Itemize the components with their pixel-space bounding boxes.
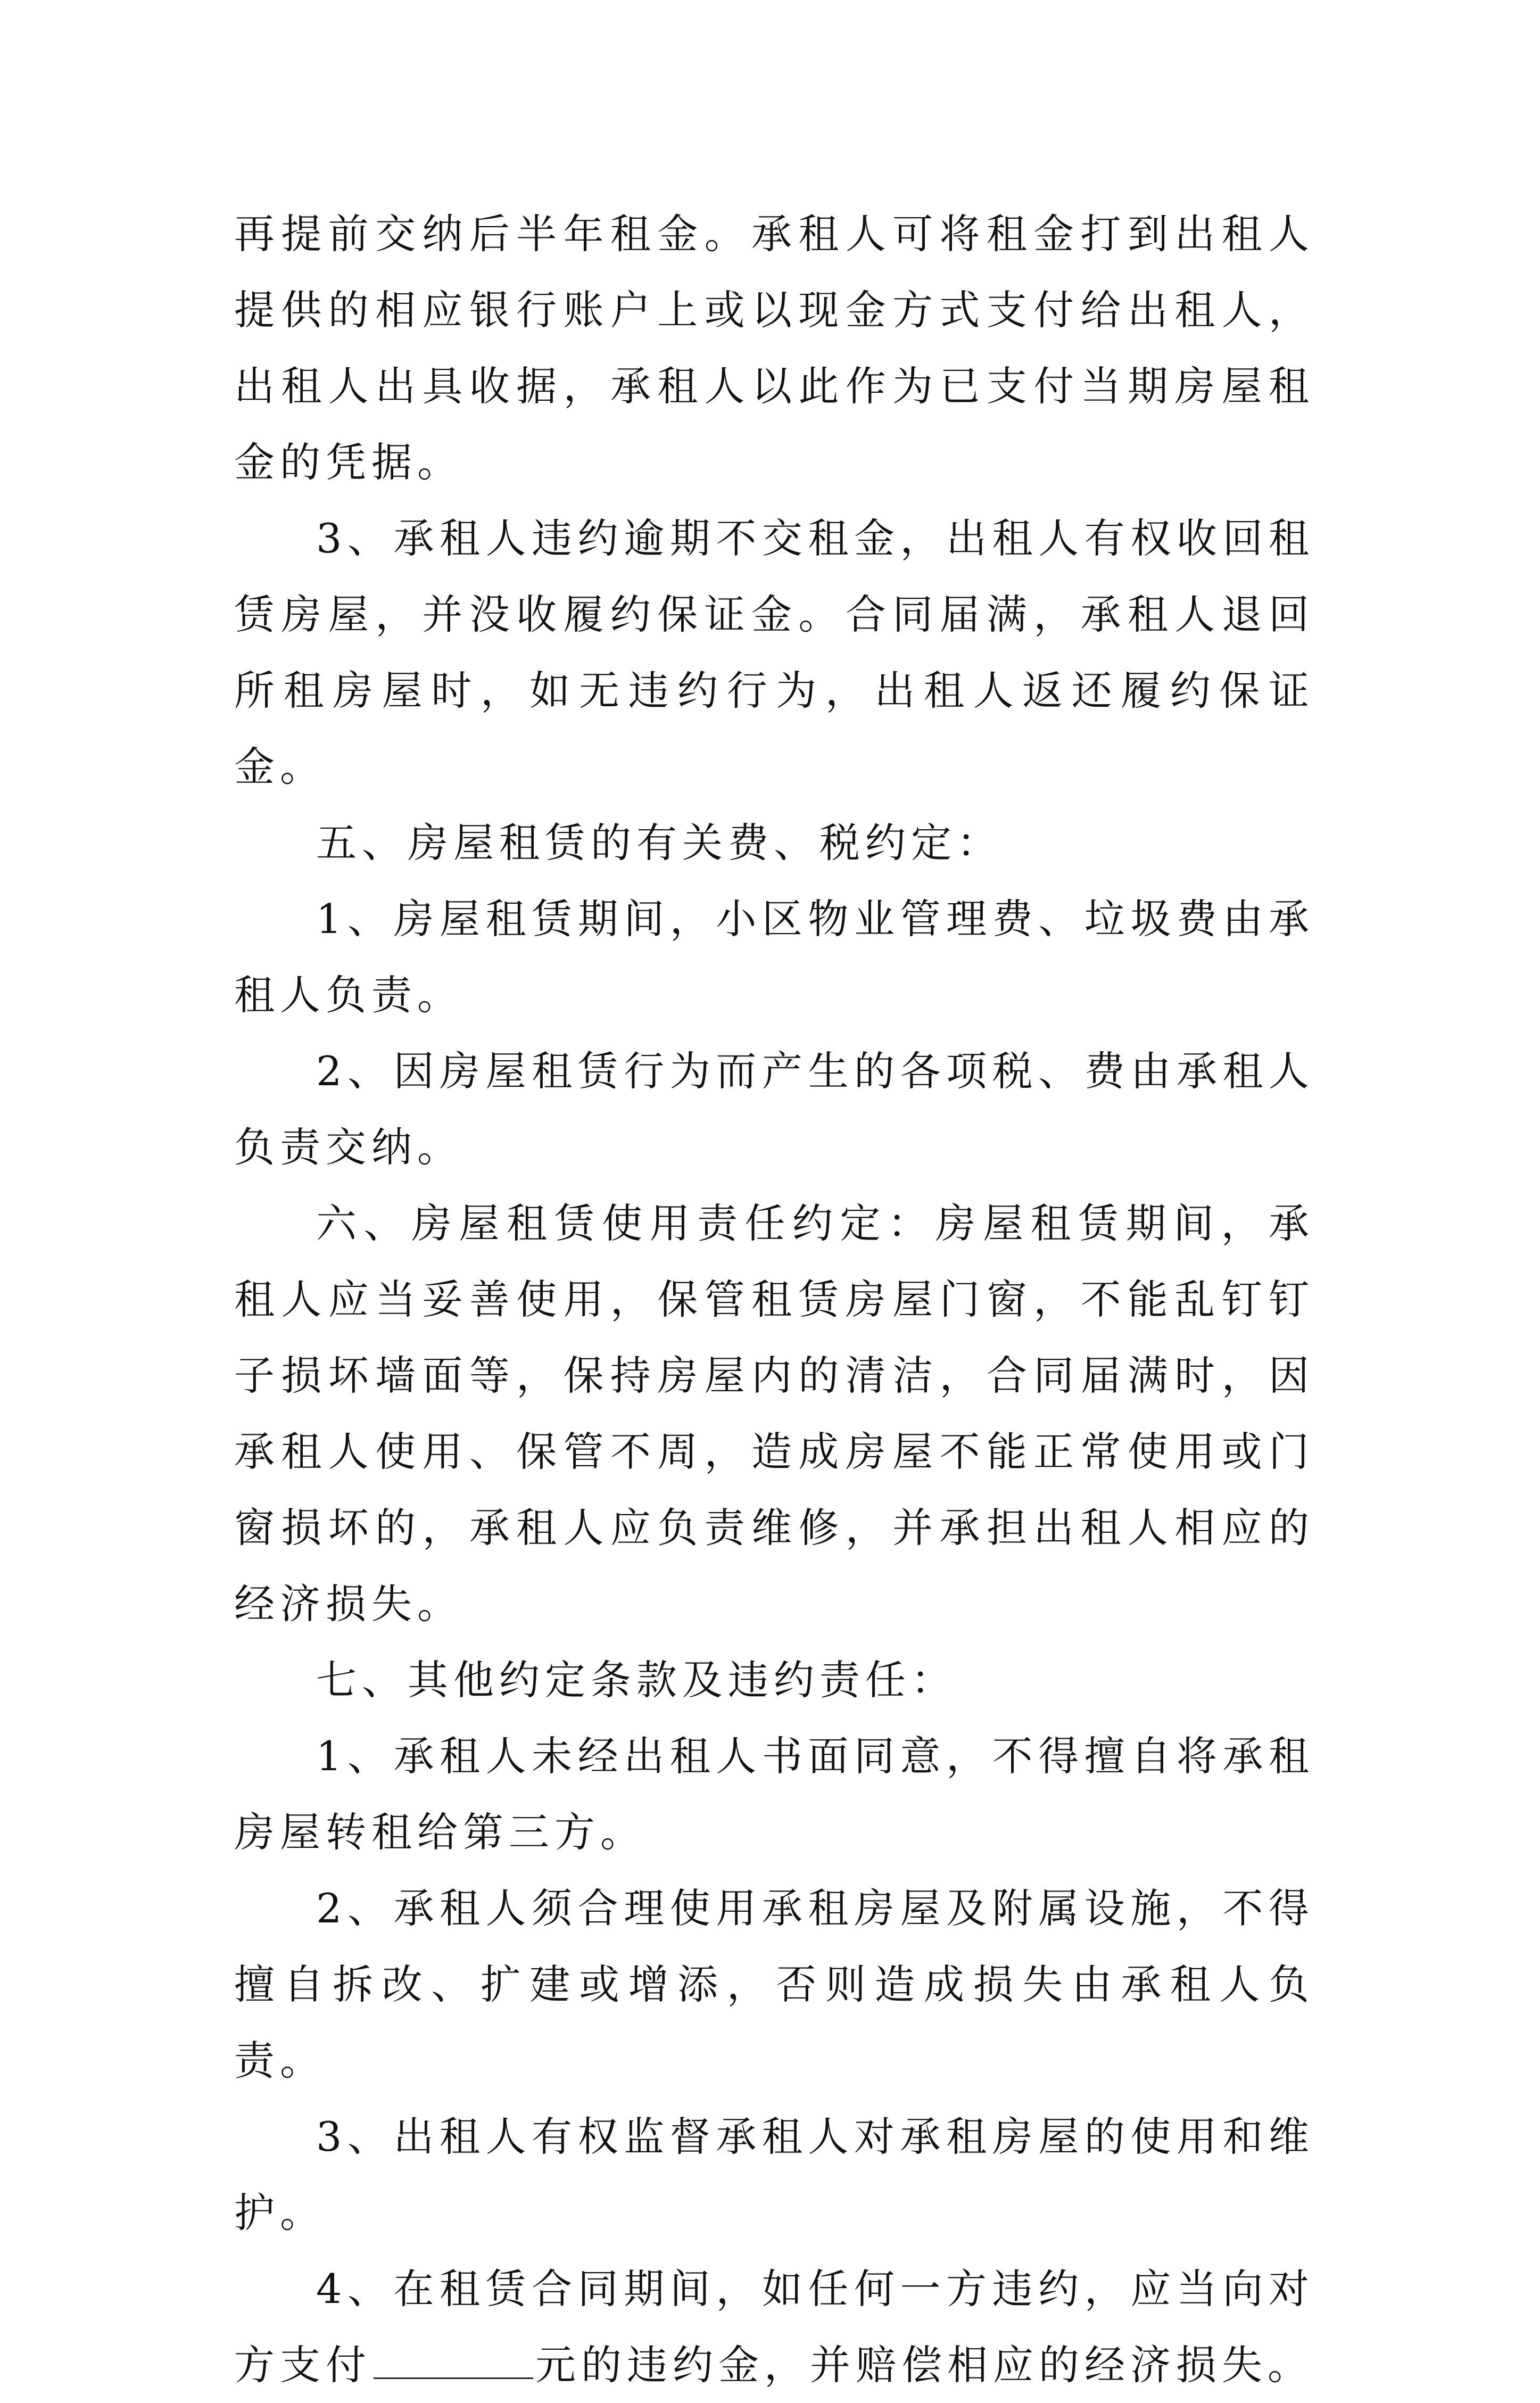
- paragraph-supervision: 3、出租人有权监督承租人对承租房屋的使用和维护。: [234, 2113, 1314, 2236]
- paragraph-taxes: 2、因房屋租赁行为而产生的各项税、费由承租人负责交纳。: [234, 1047, 1314, 1171]
- section-heading-other-terms: 七、其他约定条款及违约责任：: [316, 1656, 957, 1704]
- section-heading-fees-taxes: 五、房屋租赁的有关费、税约定：: [316, 819, 1003, 866]
- paragraph-property-fees: 1、房屋租赁期间，小区物业管理费、垃圾费由承租人负责。: [234, 895, 1314, 1019]
- paragraph-no-alteration: 2、承租人须合理使用承租房屋及附属设施，不得擅自拆改、扩建或增添，否则造成损失由承租人负责。: [234, 1885, 1314, 2084]
- penalty-text-after: 元的违约金，并赔偿相应的经济损失。: [535, 2341, 1313, 2389]
- document-body: [234, 196, 1314, 2403]
- paragraph-rent-payment: 再提前交纳后半年租金。承租人可将租金打到出租人提供的相应银行账户上或以现金方式支付给出租人，出租人出具收据，承租人以此作为已支付当期房屋租金的凭据。: [234, 210, 1314, 486]
- penalty-text-before: 4、在租赁合同期间，如任何一方违约，应当向对方支付: [234, 2265, 1314, 2389]
- paragraph-usage-responsibility: 六、房屋租赁使用责任约定：房屋租赁期间，承租人应当妥善使用，保管租赁房屋门窗，不能乱钉钉子损坏墙面等，保持房屋内的清洁，合同届满时，因承租人使用、保管不周，造成房屋不能正常使用或门窗损坏的，承租人应负责维修，并承担出租人相应的经济损失。: [234, 1200, 1314, 1628]
- penalty-amount-blank: [374, 2346, 533, 2379]
- paragraph-penalty: [234, 2251, 1314, 2403]
- paragraph-overdue-rent: 3、承租人违约逾期不交租金，出租人有权收回租赁房屋，并没收履约保证金。合同届满，承租人退回所租房屋时，如无违约行为，出租人返还履约保证金。: [234, 515, 1314, 790]
- paragraph-no-sublet: 1、承租人未经出租人书面同意，不得擅自将承租房屋转租给第三方。: [234, 1732, 1314, 1856]
